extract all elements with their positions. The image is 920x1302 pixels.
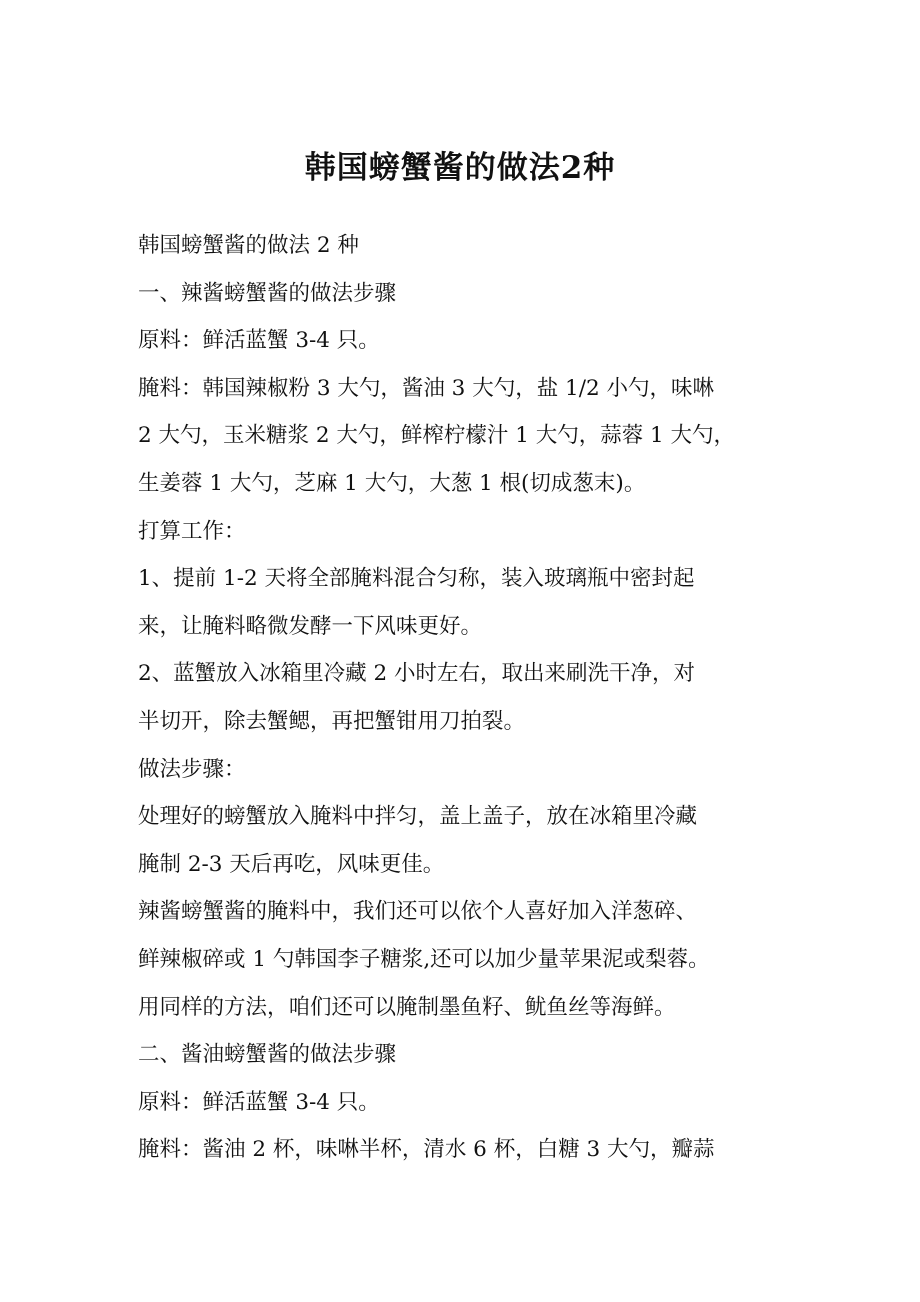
subheading-line: 做法步骤： (138, 756, 246, 782)
section-heading: 一、辣酱螃蟹酱的做法步骤 (138, 280, 397, 306)
paragraph-line: 腌料：酱油 2 杯，味啉半杯，清水 6 杯，白糖 3 大勺，瓣蒜 (138, 1137, 715, 1163)
paragraph-line: 原料：鲜活蓝蟹 3-4 只。 (138, 1089, 380, 1115)
paragraph-line: 韩国螃蟹酱的做法 2 种 (138, 233, 359, 258)
paragraph-line: 2、蓝蟹放入冰箱里冷藏 2 小时左右，取出来刷洗干净，对 (138, 661, 696, 687)
section-heading: 二、酱油螃蟹酱的做法步骤 (138, 1042, 397, 1068)
paragraph-line: 2 大勺，玉米糖浆 2 大勺，鲜榨柠檬汁 1 大勺，蒜蓉 1 大勺， (138, 423, 736, 449)
document-title: 韩国螃蟹酱的做法2种 (304, 150, 616, 186)
paragraph-line: 处理好的螃蟹放入腌料中拌匀，盖上盖子，放在冰箱里冷藏 (138, 804, 698, 830)
paragraph-line: 腌制 2-3 天后再吃，风味更佳。 (138, 851, 445, 877)
paragraph-line: 腌料：韩国辣椒粉 3 大勺，酱油 3 大勺，盐 1/2 小勺，味啉 (138, 375, 714, 401)
paragraph-line: 用同样的方法，咱们还可以腌制墨鱼籽、鱿鱼丝等海鲜。 (138, 994, 676, 1020)
paragraph-line: 鲜辣椒碎或 1 勺韩国李子糖浆,还可以加少量苹果泥或梨蓉。 (138, 946, 710, 972)
paragraph-line: 1、提前 1-2 天将全部腌料混合匀称，装入玻璃瓶中密封起 (138, 566, 695, 592)
paragraph-line: 辣酱螃蟹酱的腌料中，我们还可以依个人喜好加入洋葱碎、 (138, 899, 698, 925)
paragraph-line: 来，让腌料略微发酵一下风味更好。 (138, 613, 483, 639)
paragraph-line: 原料：鲜活蓝蟹 3-4 只。 (138, 328, 380, 354)
paragraph-line: 生姜蓉 1 大勺，芝麻 1 大勺，大葱 1 根(切成葱末)。 (138, 470, 646, 496)
document-body (138, 222, 798, 1174)
subheading-line: 打算工作： (138, 518, 246, 544)
paragraph-line: 半切开，除去蟹鳃，再把蟹钳用刀拍裂。 (138, 708, 526, 734)
